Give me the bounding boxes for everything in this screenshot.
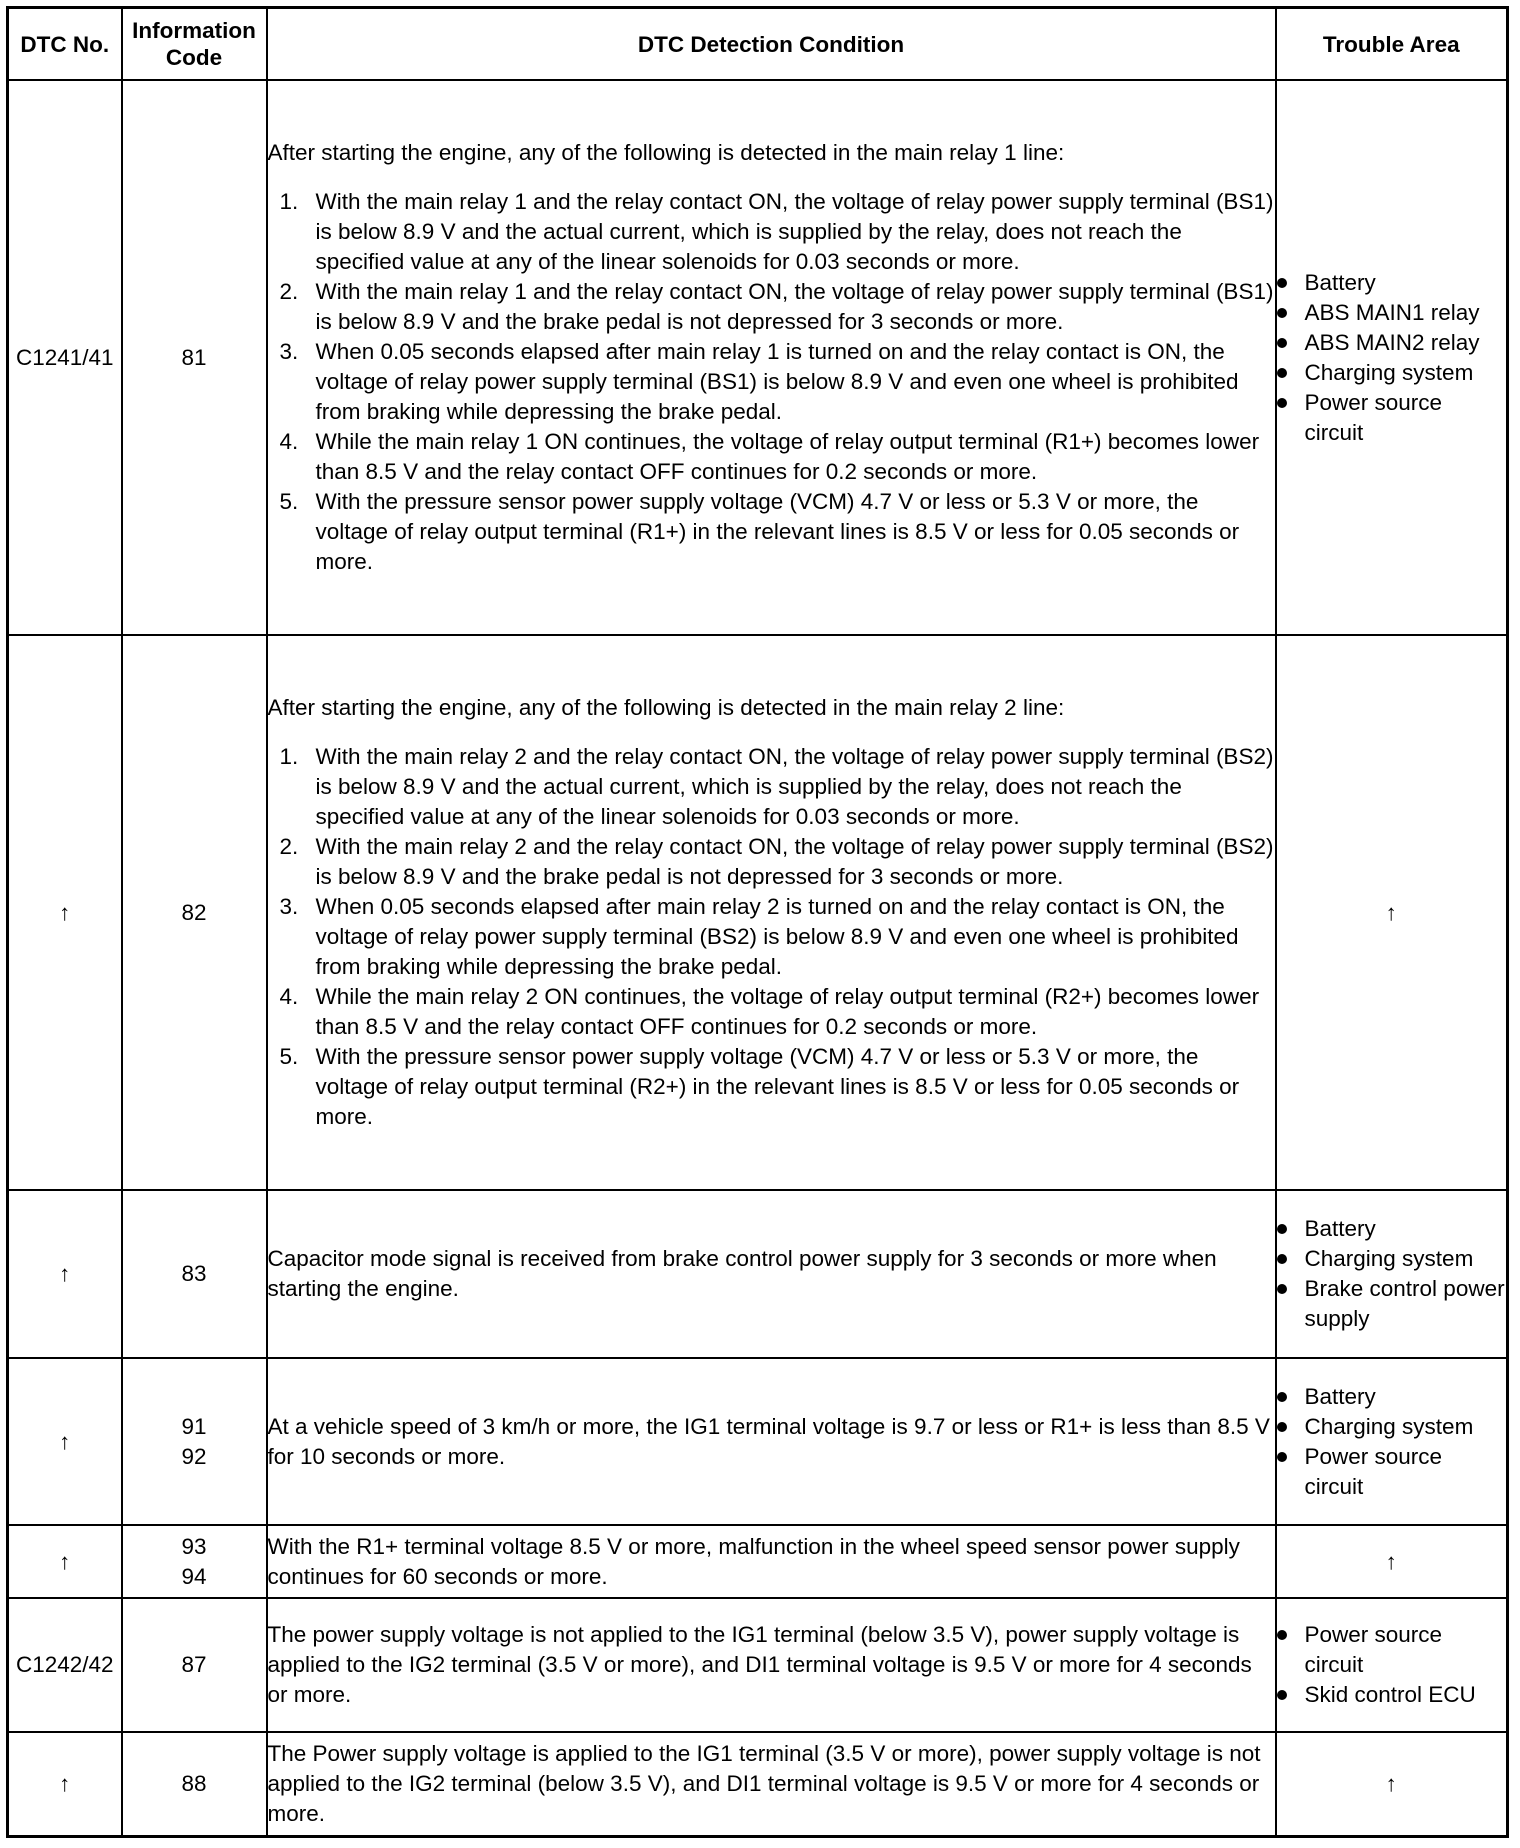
trouble-area-list [1277,268,1507,448]
header-row [8,8,1508,81]
table-row [8,635,1508,1190]
condition-item-text: With the main relay 1 and the relay contact ON, the voltage of relay power supply terminal (BS1) is below 8.9 V and the actual current, which is supplied by the relay, does not reach the specified value at any of the linear solenoids for 0.03 seconds or more. [315,189,1274,274]
condition-list-item [279,1042,1275,1132]
trouble-area-text: ABS MAIN2 relay [1304,329,1480,355]
dtc-same-as-above-arrow: ↑ [8,1190,122,1358]
dtc-table-container [6,6,1509,1838]
information-code: 93 [181,1533,207,1559]
bullet-icon [1277,1452,1287,1462]
condition-text: Capacitor mode signal is received from brake control power supply for 3 seconds or more when starting the engine. [267,1246,1217,1301]
information-code-cell [122,1190,267,1358]
condition-list-item [279,487,1275,577]
trouble-area-item [1305,1244,1507,1274]
condition-item-number: 5. [279,489,299,514]
bullet-icon [1277,1224,1287,1234]
bullet-icon [1277,1392,1287,1402]
table-row [8,1598,1508,1732]
condition-item-text: While the main relay 1 ON continues, the voltage of relay output terminal (R1+) becomes lower than 8.5 V and the relay contact OFF continues for 0.2 seconds or more. [315,429,1260,484]
trouble-area-item [1305,1680,1507,1710]
trouble-area-same-as-above-arrow: ↑ [1276,1732,1508,1836]
condition-text: The power supply voltage is not applied to the IG1 terminal (below 3.5 V), power supply voltage is applied to the IG2 terminal (3.5 V or more), and DI1 terminal voltage is 9.5 V or more for 4 seconds or more. [267,1622,1252,1707]
dtc-same-as-above-arrow: ↑ [8,1732,122,1836]
condition-list-item [279,337,1275,427]
trouble-area-cell [1276,1358,1508,1525]
condition-intro: After starting the engine, any of the following is detected in the main relay 2 line: [267,695,1065,720]
bullet-icon [1277,1254,1287,1264]
information-code: 87 [181,1652,207,1677]
information-code: 83 [181,1261,207,1286]
trouble-area-item [1305,328,1507,358]
condition-list [268,187,1275,577]
condition-item-number: 3. [279,894,299,919]
information-code: 88 [181,1770,207,1796]
trouble-area-item [1305,1382,1507,1412]
condition-list-item [279,832,1275,892]
header-dtc-no: DTC No. [8,8,122,81]
trouble-area-text: Battery [1304,1383,1376,1409]
trouble-area-item [1305,1620,1507,1680]
table-row [8,80,1508,635]
condition-item-number: 5. [279,1044,299,1069]
detection-condition-cell [267,1598,1276,1732]
detection-condition-cell [267,1358,1276,1525]
trouble-area-cell [1276,1190,1508,1358]
bullet-icon [1277,308,1287,318]
bullet-icon [1277,1690,1287,1700]
bullet-icon [1277,368,1287,378]
condition-list-item [279,742,1275,832]
header-information-code-label: Information Code [132,18,256,70]
trouble-area-list [1277,1214,1507,1334]
condition-list-item [279,982,1275,1042]
bullet-icon [1277,1630,1287,1640]
condition-item-number: 4. [279,429,299,454]
trouble-area-text: ABS MAIN1 relay [1304,299,1480,325]
condition-item-text: With the main relay 1 and the relay contact ON, the voltage of relay power supply terminal (BS1) is below 8.9 V and the brake pedal is not depressed for 3 seconds or more. [315,279,1274,334]
trouble-area-text: Power source circuit [1304,1622,1443,1677]
condition-list-item [279,427,1275,487]
condition-item-number: 1. [279,744,299,769]
trouble-area-cell [1276,1598,1508,1732]
condition-list-item [279,187,1275,277]
dtc-same-as-above-arrow: ↑ [8,635,122,1190]
dtc-same-as-above-arrow: ↑ [8,1525,122,1598]
information-code-cell [122,1598,267,1732]
information-code-cell [122,1525,267,1598]
trouble-area-item [1305,1442,1507,1502]
trouble-area-text: Charging system [1304,1246,1474,1271]
trouble-area-text: Battery [1304,269,1376,295]
trouble-area-list [1277,1382,1507,1502]
trouble-area-text: Charging system [1304,1413,1474,1439]
dtc-number: C1242/42 [8,1598,122,1732]
condition-item-text: While the main relay 2 ON continues, the voltage of relay output terminal (R2+) becomes lower than 8.5 V and the relay contact OFF continues for 0.2 seconds or more. [315,984,1260,1039]
condition-item-text: With the main relay 2 and the relay contact ON, the voltage of relay power supply terminal (BS2) is below 8.9 V and the actual current, which is supplied by the relay, does not reach the specified value at any of the linear solenoids for 0.03 seconds or more. [315,744,1274,829]
trouble-area-list [1277,1620,1507,1710]
condition-list-item [279,277,1275,337]
bullet-icon [1277,398,1287,408]
information-code: 81 [181,344,207,370]
trouble-area-item [1305,1412,1507,1442]
table-row [8,1358,1508,1525]
dtc-number: C1241/41 [8,80,122,635]
condition-text: At a vehicle speed of 3 km/h or more, the IG1 terminal voltage is 9.7 or less or R1+ is less than 8.5 V for 10 seconds or more. [267,1413,1270,1469]
trouble-area-text: Skid control ECU [1304,1682,1476,1707]
header-information-code [122,8,267,81]
trouble-area-item [1305,1274,1507,1334]
table-row [8,1732,1508,1836]
bullet-icon [1277,338,1287,348]
trouble-area-text: Power source circuit [1304,389,1443,445]
information-code: 92 [181,1443,207,1469]
condition-item-text: With the main relay 2 and the relay contact ON, the voltage of relay power supply terminal (BS2) is below 8.9 V and the brake pedal is not depressed for 3 seconds or more. [315,834,1274,889]
condition-item-number: 3. [279,339,299,364]
table-row [8,1190,1508,1358]
trouble-area-item [1305,1214,1507,1244]
trouble-area-text: Battery [1304,1216,1376,1241]
condition-item-text: When 0.05 seconds elapsed after main relay 2 is turned on and the relay contact is ON, the voltage of relay power supply terminal (BS2) is below 8.9 V and even one wheel is prohibited from braking while depressing the brake pedal. [315,894,1239,979]
condition-item-number: 2. [279,279,299,304]
trouble-area-text: Charging system [1304,359,1474,385]
trouble-area-item [1305,358,1507,388]
header-trouble-area: Trouble Area [1276,8,1508,81]
condition-item-number: 1. [279,189,299,214]
detection-condition-cell [267,635,1276,1190]
condition-intro: After starting the engine, any of the following is detected in the main relay 1 line: [267,140,1065,165]
header-detection-condition: DTC Detection Condition [267,8,1276,81]
detection-condition-cell [267,1190,1276,1358]
trouble-area-same-as-above-arrow: ↑ [1276,1525,1508,1598]
trouble-area-item [1305,388,1507,448]
information-code-cell [122,1732,267,1836]
bullet-icon [1277,278,1287,288]
trouble-area-text: Power source circuit [1304,1443,1443,1499]
information-code: 91 [181,1413,207,1439]
dtc-same-as-above-arrow: ↑ [8,1358,122,1525]
trouble-area-cell [1276,80,1508,635]
detection-condition-cell [267,1525,1276,1598]
dtc-table [6,6,1509,1838]
condition-item-text: When 0.05 seconds elapsed after main relay 1 is turned on and the relay contact is ON, the voltage of relay power supply terminal (BS1) is below 8.9 V and even one wheel is prohibited from braking while depressing the brake pedal. [315,339,1239,424]
condition-item-text: With the pressure sensor power supply voltage (VCM) 4.7 V or less or 5.3 V or more, the voltage of relay output terminal (R2+) in the relevant lines is 8.5 V or less for 0.05 seconds or more. [315,1044,1240,1129]
trouble-area-item [1305,298,1507,328]
condition-text: With the R1+ terminal voltage 8.5 V or more, malfunction in the wheel speed sensor power supply continues for 60 seconds or more. [267,1533,1240,1589]
table-row [8,1525,1508,1598]
bullet-icon [1277,1284,1287,1294]
detection-condition-cell [267,80,1276,635]
condition-item-number: 4. [279,984,299,1009]
condition-item-text: With the pressure sensor power supply voltage (VCM) 4.7 V or less or 5.3 V or more, the voltage of relay output terminal (R1+) in the relevant lines is 8.5 V or less for 0.05 seconds or more. [315,489,1240,574]
condition-list-item [279,892,1275,982]
detection-condition-cell [267,1732,1276,1836]
condition-list [268,742,1275,1132]
table-body [8,80,1508,1836]
information-code: 82 [181,899,207,925]
trouble-area-same-as-above-arrow: ↑ [1276,635,1508,1190]
condition-text: The Power supply voltage is applied to the IG1 terminal (3.5 V or more), power supply voltage is not applied to the IG2 terminal (below 3.5 V), and DI1 terminal voltage is 9.5 V or more for 4 seconds or more. [267,1740,1261,1826]
trouble-area-text: Brake control power supply [1304,1276,1505,1331]
information-code-cell [122,635,267,1190]
information-code: 94 [181,1563,207,1589]
information-code-cell [122,1358,267,1525]
condition-item-number: 2. [279,834,299,859]
information-code-cell [122,80,267,635]
bullet-icon [1277,1422,1287,1432]
trouble-area-item [1305,268,1507,298]
